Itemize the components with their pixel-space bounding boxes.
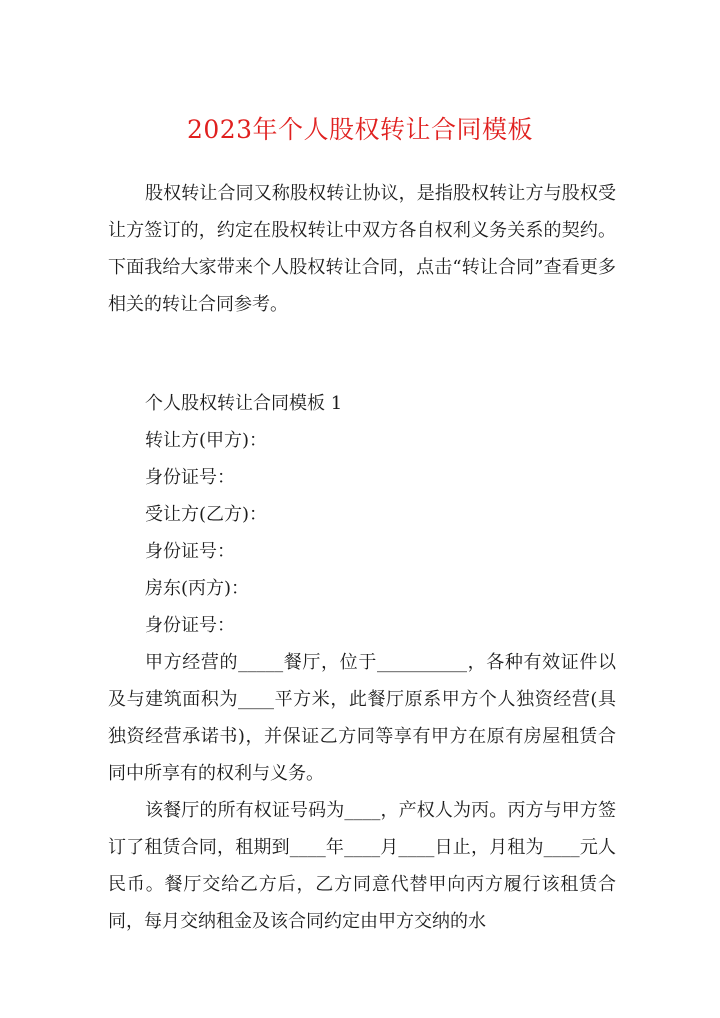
clause-paragraph-2: 该餐厅的所有权证号码为____，产权人为丙。丙方与甲方签订了租赁合同，租期到____年____月____日止，月租为____元人民币。餐厅交给乙方后，乙方同意代替甲向丙方履行该租赁合同，每月交纳租金及该合同约定由甲方交纳的水	[108, 800, 616, 932]
section-spacer	[108, 323, 616, 385]
landlord-line: 房东(丙方)：	[145, 578, 250, 599]
clause-paragraph-1: 甲方经营的_____餐厅，位于__________，各种有效证件以及与建筑面积为____平方米，此餐厅原系甲方个人独资经营(具独资经营承诺书)，并保证乙方同等享有甲方在原有房屋租赁合同中所享有的权利与义务。	[108, 652, 616, 784]
document-title: 2023年个人股权转让合同模板	[186, 115, 534, 144]
document-body	[108, 175, 616, 940]
transferee-id-line: 身份证号：	[145, 541, 235, 562]
section-heading: 个人股权转让合同模板 1	[145, 393, 343, 414]
transferee-line: 受让方(乙方)：	[145, 504, 268, 525]
landlord-id-line: 身份证号：	[145, 615, 235, 636]
intro-paragraph: 股权转让合同又称股权转让协议，是指股权转让方与股权受让方签订的，约定在股权转让中双方各自权利义务关系的契约。下面我给大家带来个人股权转让合同，点击“转让合同”查看更多相关的转让合同参考。	[108, 183, 616, 315]
transferor-id-line: 身份证号：	[145, 467, 235, 488]
transferor-line: 转让方(甲方)：	[145, 430, 268, 451]
